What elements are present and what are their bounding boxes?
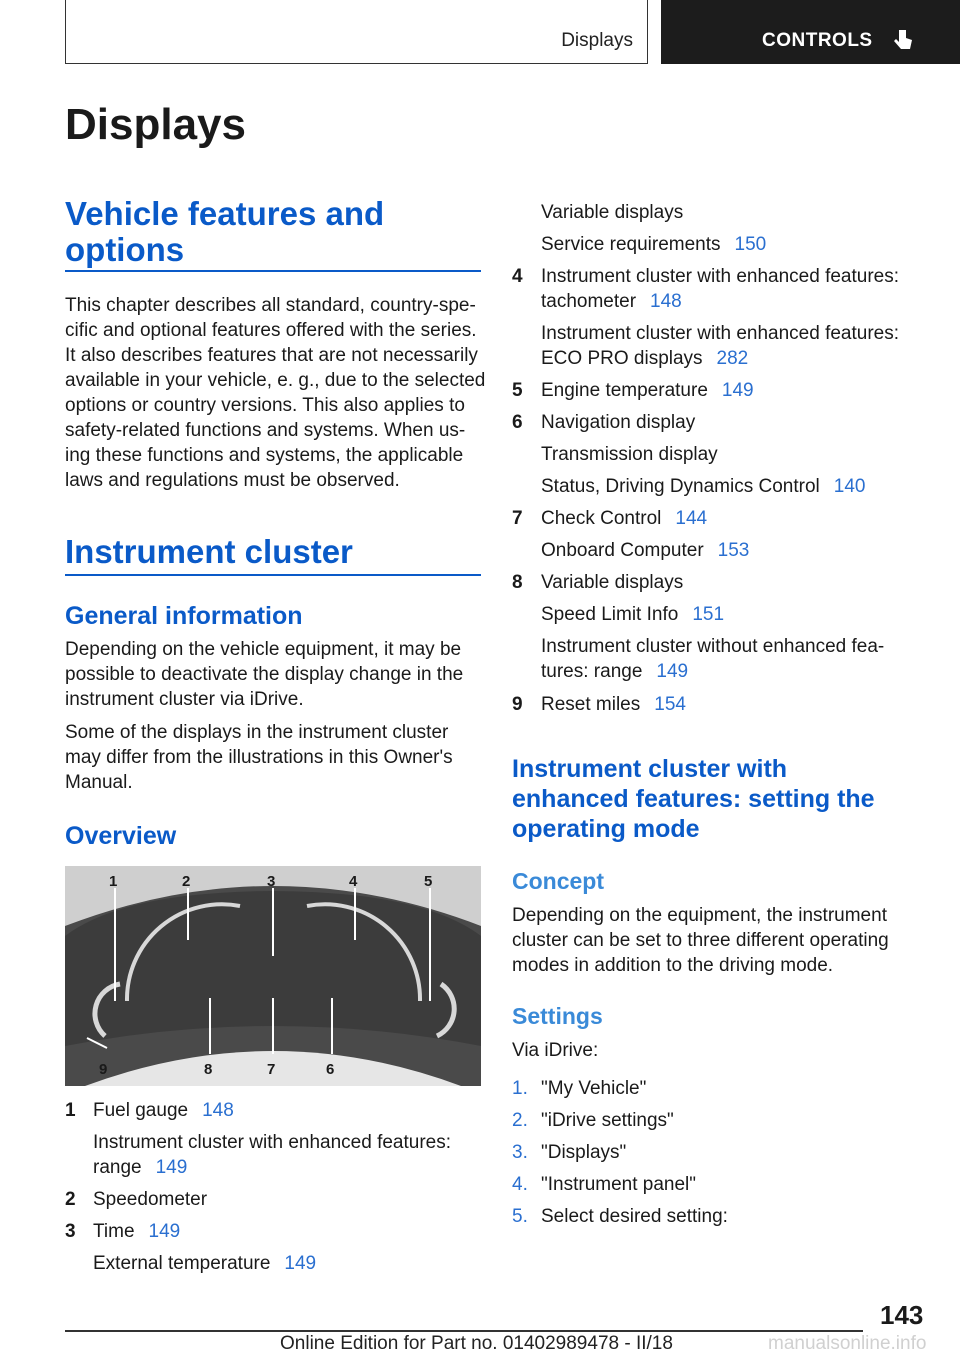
page-ref-link[interactable]: 282 — [716, 348, 749, 369]
heading-line: options — [65, 231, 185, 268]
item-text: Reset miles — [541, 694, 641, 715]
pointing-hand-icon — [891, 28, 915, 54]
heading-operating-mode — [512, 754, 875, 844]
list-item — [541, 200, 683, 225]
footer-rule — [65, 1330, 863, 1332]
step-text: "Displays" — [541, 1142, 627, 1163]
text-line: cluster can be set to three different operating — [512, 930, 889, 951]
differ-paragraph — [65, 720, 453, 795]
text-line: safety-related functions and systems. When us- — [65, 420, 466, 441]
item-text: Transmission display — [541, 444, 718, 465]
heading-line: Instrument cluster with — [512, 755, 788, 783]
list-item — [541, 442, 718, 467]
text-line: Manual. — [65, 772, 133, 793]
page-ref-link[interactable]: 140 — [833, 476, 866, 497]
heading-concept: Concept — [512, 868, 604, 894]
list-item — [541, 634, 884, 659]
item-text: External temperature — [93, 1253, 271, 1274]
heading-settings: Settings — [512, 1003, 603, 1029]
list-item — [541, 692, 686, 717]
page-ref-link[interactable]: 149 — [721, 380, 754, 401]
text-line: modes in addition to the driving mode. — [512, 955, 834, 976]
page-ref-link[interactable]: 148 — [202, 1100, 234, 1121]
list-item — [541, 659, 688, 684]
heading-vehicle-features — [65, 196, 384, 268]
callout-5: 5 — [424, 873, 433, 890]
page-title: Displays — [65, 100, 246, 149]
page-ref-link[interactable]: 144 — [675, 508, 708, 529]
heading-line: enhanced features: setting the — [512, 785, 875, 813]
page-ref-link[interactable]: 153 — [717, 540, 750, 561]
item-text: Onboard Computer — [541, 540, 704, 561]
step-number: 3. — [512, 1142, 528, 1163]
item-text: Speedometer — [93, 1189, 208, 1210]
page-ref-link[interactable]: 149 — [148, 1221, 181, 1242]
concept-paragraph — [512, 903, 889, 978]
item-text: Fuel gauge — [93, 1100, 189, 1121]
item-number: 2 — [65, 1189, 76, 1210]
text-line: available in your vehicle, e. g., due to the selected — [65, 370, 486, 391]
list-item — [93, 1219, 180, 1244]
text-line: may differ from the illustrations in this Owner's — [65, 747, 453, 768]
step-number: 4. — [512, 1174, 528, 1195]
callout-7: 7 — [267, 1061, 276, 1078]
step-text: "Instrument panel" — [541, 1174, 697, 1195]
page-ref-link[interactable]: 149 — [656, 661, 689, 682]
list-item — [541, 346, 748, 371]
text-line: Depending on the vehicle equipment, it may be — [65, 639, 462, 660]
page-ref-link[interactable]: 150 — [734, 234, 767, 255]
item-number: 3 — [65, 1221, 76, 1242]
list-item — [541, 602, 724, 627]
step-text: "iDrive settings" — [541, 1110, 674, 1131]
item-text: tures: range — [541, 661, 643, 682]
step-text: Select desired setting: — [541, 1206, 728, 1227]
list-item — [93, 1098, 234, 1123]
item-number: 5 — [512, 380, 523, 401]
text-line: This chapter describes all standard, country-spe- — [65, 295, 476, 316]
list-item — [541, 321, 899, 346]
list-item — [93, 1130, 451, 1155]
list-item — [541, 232, 766, 257]
chapter-label: Displays — [561, 30, 633, 51]
item-text: tachometer — [541, 291, 637, 312]
text-line: ing these functions and systems, the applicable — [65, 445, 464, 466]
text-line: cific and optional features offered with the series. — [65, 320, 477, 341]
callout-4: 4 — [349, 873, 358, 890]
edition-text: Online Edition for Part no. 01402989478 - II/18 — [280, 1333, 673, 1354]
list-item — [93, 1187, 207, 1212]
text-line: laws and regulations must be observed. — [65, 470, 400, 491]
callout-3: 3 — [267, 873, 276, 890]
list-item — [541, 506, 707, 531]
item-text: Navigation display — [541, 412, 696, 433]
item-number: 8 — [512, 572, 523, 593]
list-item — [541, 264, 899, 289]
step-text: "My Vehicle" — [541, 1078, 647, 1099]
list-item — [541, 410, 695, 435]
item-text: Status, Driving Dynamics Control — [541, 476, 820, 497]
heading-line: operating mode — [512, 815, 700, 843]
item-text: Instrument cluster with enhanced features: — [541, 266, 900, 287]
heading-rule — [65, 574, 481, 576]
page-ref-link[interactable]: 154 — [654, 694, 686, 715]
list-item — [93, 1155, 187, 1180]
text-line: options or country versions. This also applies to — [65, 395, 465, 416]
callout-1: 1 — [109, 873, 118, 890]
item-text: Instrument cluster without enhanced fea- — [541, 636, 885, 657]
section-label: CONTROLS — [762, 30, 873, 51]
list-item — [93, 1251, 316, 1276]
watermark: manualsonline.info — [768, 1333, 927, 1354]
page-ref-link[interactable]: 149 — [284, 1253, 317, 1274]
text-line: Some of the displays in the instrument cluster — [65, 722, 449, 743]
item-text: ECO PRO displays — [541, 348, 703, 369]
item-number: 1 — [65, 1100, 76, 1121]
item-text: Instrument cluster with enhanced features: — [541, 323, 900, 344]
item-text: Engine temperature — [541, 380, 708, 401]
features-paragraph — [65, 293, 485, 493]
page-header — [65, 0, 960, 66]
step-number: 2. — [512, 1110, 528, 1131]
callout-2: 2 — [182, 873, 191, 890]
step-number: 5. — [512, 1206, 528, 1227]
heading-line: Vehicle features and — [65, 195, 385, 232]
item-text: Check Control — [541, 508, 662, 529]
item-text: Variable displays — [541, 202, 684, 223]
list-item — [541, 378, 754, 403]
item-text: Time — [93, 1221, 135, 1242]
page-ref-link[interactable]: 149 — [155, 1157, 188, 1178]
text-line: possible to deactivate the display change in the — [65, 664, 464, 685]
list-item — [541, 538, 749, 563]
item-text: range — [93, 1157, 142, 1178]
item-text: Variable displays — [541, 572, 684, 593]
item-number: 9 — [512, 694, 523, 715]
page-number: 143 — [880, 1300, 924, 1330]
callout-8: 8 — [204, 1061, 213, 1078]
heading-instrument-cluster: Instrument cluster — [65, 533, 353, 570]
heading-overview: Overview — [65, 822, 177, 850]
page-ref-link[interactable]: 148 — [650, 291, 682, 312]
general-paragraph — [65, 637, 463, 712]
item-text: Speed Limit Info — [541, 604, 679, 625]
item-number: 6 — [512, 412, 523, 433]
section-tab — [661, 0, 960, 64]
list-item — [541, 289, 682, 314]
callout-6: 6 — [326, 1061, 335, 1078]
item-number: 4 — [512, 266, 523, 287]
list-item — [541, 474, 865, 499]
text-line: Depending on the equipment, the instrument — [512, 905, 887, 926]
page-ref-link[interactable]: 151 — [692, 604, 725, 625]
item-text: Service requirements — [541, 234, 721, 255]
heading-general-information: General information — [65, 602, 303, 630]
text-line: instrument cluster via iDrive. — [65, 689, 304, 710]
instrument-cluster-illustration — [65, 866, 481, 1086]
callout-9: 9 — [99, 1061, 108, 1078]
chapter-tab — [65, 0, 648, 64]
via-idrive-text: Via iDrive: — [512, 1040, 599, 1061]
heading-rule — [65, 270, 481, 272]
list-item — [541, 570, 683, 595]
step-number: 1. — [512, 1078, 528, 1099]
text-line: It also describes features that are not necessarily — [65, 345, 478, 366]
item-number: 7 — [512, 508, 523, 529]
item-text: Instrument cluster with enhanced features: — [93, 1132, 452, 1153]
